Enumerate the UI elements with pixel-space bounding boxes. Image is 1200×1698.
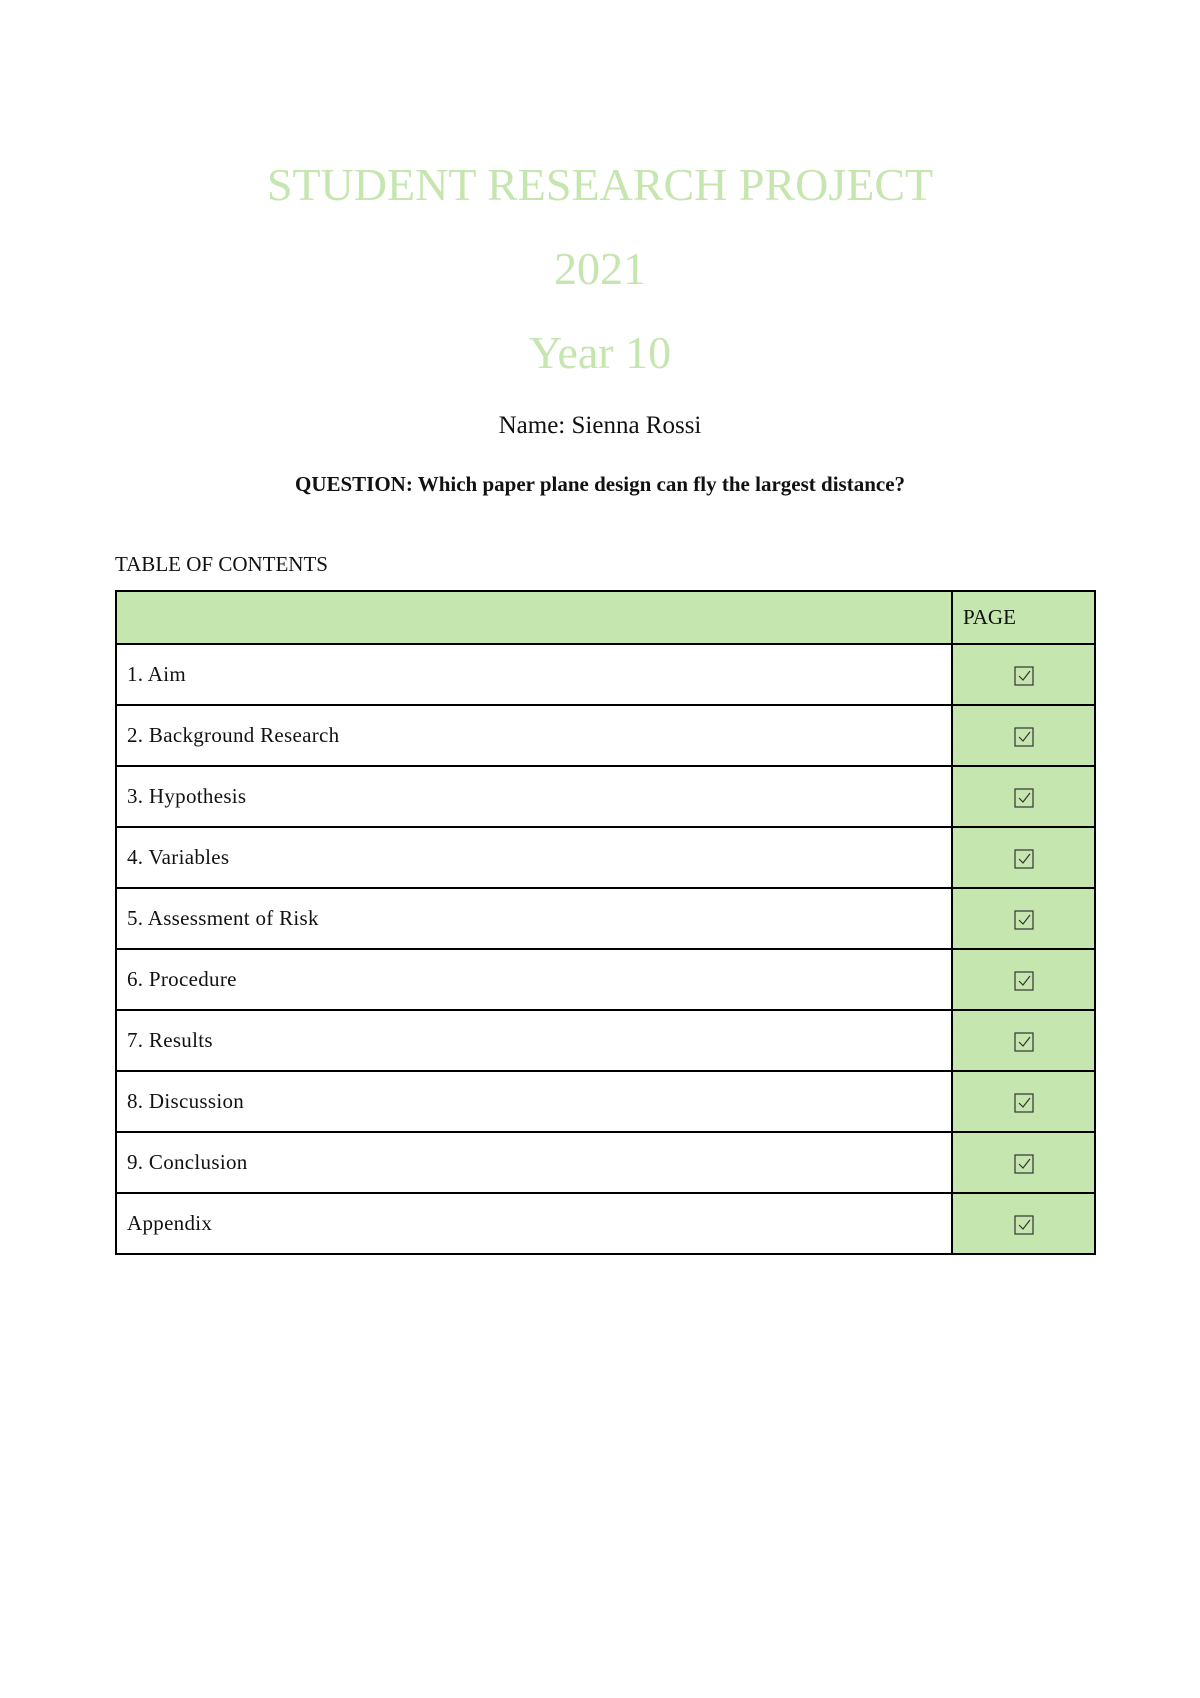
toc-row-label xyxy=(116,644,952,705)
toc-row-label xyxy=(116,766,952,827)
toc-row-page xyxy=(952,644,1095,705)
toc-row-label-text: 5. Assessment of Risk xyxy=(127,906,319,930)
toc-row-page xyxy=(952,705,1095,766)
checkbox-checked-icon xyxy=(1013,787,1035,809)
checkbox-checked-icon xyxy=(1013,1153,1035,1175)
toc-row xyxy=(116,949,1095,1010)
toc-row-page xyxy=(952,1071,1095,1132)
toc-table xyxy=(115,590,1096,1255)
toc-row-label xyxy=(116,949,952,1010)
toc-row xyxy=(116,888,1095,949)
document-grade: Year 10 xyxy=(528,327,672,378)
toc-row-label-text: 7. Results xyxy=(127,1028,213,1052)
checkbox-checked-icon xyxy=(1013,1031,1035,1053)
toc-row xyxy=(116,644,1095,705)
toc-row-page xyxy=(952,888,1095,949)
toc-row-label-text: 8. Discussion xyxy=(127,1089,245,1113)
toc-row-label-text: Appendix xyxy=(127,1211,213,1235)
toc-row xyxy=(116,705,1095,766)
toc-row-page xyxy=(952,1193,1095,1254)
toc-row-page xyxy=(952,1010,1095,1071)
toc-header-section xyxy=(116,591,952,644)
toc-row xyxy=(116,1071,1095,1132)
checkbox-checked-icon xyxy=(1013,665,1035,687)
checkbox-checked-icon xyxy=(1013,726,1035,748)
toc-row xyxy=(116,766,1095,827)
toc-row xyxy=(116,1132,1095,1193)
toc-row xyxy=(116,1193,1095,1254)
research-question: QUESTION: Which paper plane design can fly the largest distance? xyxy=(294,472,906,496)
checkbox-checked-icon xyxy=(1013,848,1035,870)
toc-row-page xyxy=(952,1132,1095,1193)
checkbox-checked-icon xyxy=(1013,1214,1035,1236)
toc-row-label xyxy=(116,1132,952,1193)
toc-row-page xyxy=(952,766,1095,827)
document-title: STUDENT RESEARCH PROJECT xyxy=(266,159,934,210)
toc-row-label xyxy=(116,888,952,949)
toc-row-page xyxy=(952,827,1095,888)
toc-row-label-text: 4. Variables xyxy=(127,845,230,869)
toc-row-label-text: 3. Hypothesis xyxy=(127,784,247,808)
toc-row-label xyxy=(116,1193,952,1254)
toc-row-label-text: 9. Conclusion xyxy=(127,1150,248,1174)
toc-row-label xyxy=(116,1071,952,1132)
document-year: 2021 xyxy=(554,243,646,294)
toc-heading: TABLE OF CONTENTS xyxy=(115,552,328,576)
student-name: Name: Sienna Rossi xyxy=(498,412,702,439)
toc-row-label-text: 6. Procedure xyxy=(127,967,237,991)
checkbox-checked-icon xyxy=(1013,1092,1035,1114)
toc-row-label xyxy=(116,1010,952,1071)
toc-row-page xyxy=(952,949,1095,1010)
toc-row xyxy=(116,827,1095,888)
toc-header-row xyxy=(116,591,1095,644)
toc-row-label xyxy=(116,827,952,888)
checkbox-checked-icon xyxy=(1013,970,1035,992)
toc-header-page: PAGE xyxy=(952,591,1095,644)
toc-row xyxy=(116,1010,1095,1071)
toc-row-label-text: 2. Background Research xyxy=(127,723,340,747)
toc-row-label xyxy=(116,705,952,766)
checkbox-checked-icon xyxy=(1013,909,1035,931)
toc-row-label-text: 1. Aim xyxy=(127,662,186,686)
